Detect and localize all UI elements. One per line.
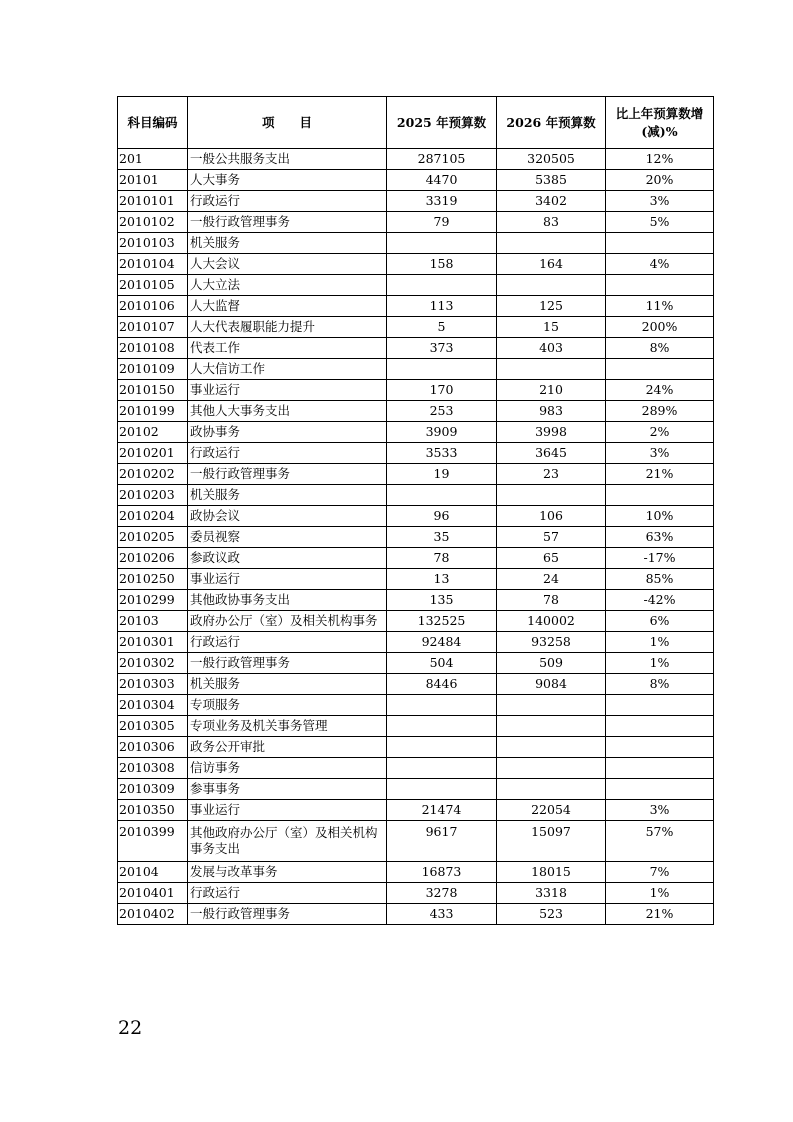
item-name-cell: 人大监督 [188,296,387,317]
subject-code-cell: 2010309 [118,779,188,800]
item-name-cell: 事业运行 [188,800,387,821]
table-row [118,821,714,862]
item-name-cell: 事业运行 [188,380,387,401]
budget-2026-cell: 23 [497,464,606,485]
subject-code-cell: 2010103 [118,233,188,254]
item-name-cell: 行政运行 [188,191,387,212]
budget-2025-cell: 96 [387,506,497,527]
table-row [118,380,714,401]
change-percent-cell: 6% [606,611,714,632]
table-row [118,464,714,485]
budget-2025-cell: 504 [387,653,497,674]
budget-2025-cell: 19 [387,464,497,485]
subject-code-cell: 2010350 [118,800,188,821]
change-percent-cell [606,737,714,758]
item-name-cell: 人大立法 [188,275,387,296]
item-name-cell: 政协事务 [188,422,387,443]
budget-2026-cell [497,485,606,506]
subject-code-cell: 2010105 [118,275,188,296]
subject-code-cell: 2010202 [118,464,188,485]
budget-2026-cell: 9084 [497,674,606,695]
item-name-cell: 一般行政管理事务 [188,904,387,925]
change-percent-cell: 12% [606,149,714,170]
budget-2026-cell: 983 [497,401,606,422]
table-row [118,611,714,632]
budget-2026-cell: 24 [497,569,606,590]
budget-2025-cell [387,695,497,716]
item-name-cell: 一般行政管理事务 [188,653,387,674]
item-name-cell: 委员视察 [188,527,387,548]
item-name-cell: 一般行政管理事务 [188,212,387,233]
table-row [118,527,714,548]
subject-code-cell: 20103 [118,611,188,632]
table-row [118,233,714,254]
subject-code-cell: 2010109 [118,359,188,380]
item-name-cell: 参政议政 [188,548,387,569]
budget-2026-cell: 320505 [497,149,606,170]
budget-2025-cell: 16873 [387,862,497,883]
item-name-cell: 政协会议 [188,506,387,527]
subject-code-cell: 2010308 [118,758,188,779]
table-row [118,212,714,233]
subject-code-cell: 2010306 [118,737,188,758]
budget-2026-cell: 15 [497,317,606,338]
budget-2025-cell: 158 [387,254,497,275]
change-percent-cell [606,779,714,800]
table-row [118,422,714,443]
change-percent-cell: -42% [606,590,714,611]
budget-2025-cell [387,758,497,779]
budget-2025-cell: 170 [387,380,497,401]
change-percent-cell [606,695,714,716]
subject-code-cell: 2010304 [118,695,188,716]
budget-2026-cell: 57 [497,527,606,548]
budget-2026-cell: 3645 [497,443,606,464]
budget-2026-cell [497,359,606,380]
item-name-cell: 发展与改革事务 [188,862,387,883]
change-percent-cell: 4% [606,254,714,275]
subject-code-cell: 20102 [118,422,188,443]
budget-2026-cell: 509 [497,653,606,674]
budget-2026-cell [497,737,606,758]
item-name-cell: 其他政府办公厅（室）及相关机构事务支出 [188,821,387,862]
table-row [118,275,714,296]
budget-2026-cell: 403 [497,338,606,359]
table-row [118,296,714,317]
budget-2026-cell: 140002 [497,611,606,632]
item-name-cell: 机关服务 [188,485,387,506]
budget-2025-cell: 3278 [387,883,497,904]
change-percent-cell: 57% [606,821,714,862]
budget-2025-cell: 35 [387,527,497,548]
change-percent-cell: 24% [606,380,714,401]
subject-code-cell: 2010301 [118,632,188,653]
budget-2025-cell: 113 [387,296,497,317]
item-name-cell: 人大会议 [188,254,387,275]
table-row [118,485,714,506]
subject-code-cell: 2010399 [118,821,188,862]
table-row [118,674,714,695]
header-budget-2026: 2026 年预算数 [497,97,606,149]
change-percent-cell [606,233,714,254]
change-percent-cell: 85% [606,569,714,590]
subject-code-cell: 2010401 [118,883,188,904]
budget-2025-cell [387,737,497,758]
budget-2025-cell: 135 [387,590,497,611]
budget-2025-cell: 9617 [387,821,497,862]
header-budget-2025: 2025 年预算数 [387,97,497,149]
table-row [118,569,714,590]
change-percent-cell: 289% [606,401,714,422]
table-row [118,695,714,716]
budget-2025-cell: 253 [387,401,497,422]
subject-code-cell: 2010104 [118,254,188,275]
item-name-cell: 一般公共服务支出 [188,149,387,170]
change-percent-cell [606,275,714,296]
header-subject-code: 科目编码 [118,97,188,149]
table-row [118,862,714,883]
budget-2026-cell: 22054 [497,800,606,821]
subject-code-cell: 2010201 [118,443,188,464]
subject-code-cell: 2010250 [118,569,188,590]
change-percent-cell: 3% [606,191,714,212]
subject-code-cell: 2010299 [118,590,188,611]
table-row [118,800,714,821]
item-name-cell: 政府办公厅（室）及相关机构事务 [188,611,387,632]
item-name-cell: 事业运行 [188,569,387,590]
table-row [118,883,714,904]
change-percent-cell: 8% [606,338,714,359]
table-row [118,737,714,758]
change-percent-cell: 20% [606,170,714,191]
change-percent-cell: 7% [606,862,714,883]
budget-2025-cell [387,779,497,800]
budget-2026-cell: 3998 [497,422,606,443]
change-percent-cell: 10% [606,506,714,527]
change-percent-cell [606,485,714,506]
budget-2026-cell: 83 [497,212,606,233]
budget-2025-cell [387,485,497,506]
table-row [118,317,714,338]
change-percent-cell: 3% [606,443,714,464]
change-percent-cell: 5% [606,212,714,233]
budget-2026-cell: 93258 [497,632,606,653]
item-name-cell: 专项业务及机关事务管理 [188,716,387,737]
table-row [118,632,714,653]
budget-2025-cell: 5 [387,317,497,338]
subject-code-cell: 20104 [118,862,188,883]
header-item: 项 目 [188,97,387,149]
table-row [118,653,714,674]
table-row [118,338,714,359]
budget-2026-cell: 15097 [497,821,606,862]
table-row [118,548,714,569]
budget-2026-cell: 18015 [497,862,606,883]
budget-2026-cell: 65 [497,548,606,569]
table-row [118,716,714,737]
table-row [118,443,714,464]
budget-2025-cell: 433 [387,904,497,925]
budget-2025-cell [387,233,497,254]
subject-code-cell: 2010102 [118,212,188,233]
item-name-cell: 其他政协事务支出 [188,590,387,611]
budget-2025-cell: 4470 [387,170,497,191]
subject-code-cell: 2010205 [118,527,188,548]
item-name-cell: 行政运行 [188,632,387,653]
item-name-cell: 代表工作 [188,338,387,359]
change-percent-cell: 200% [606,317,714,338]
budget-2026-cell: 3318 [497,883,606,904]
budget-2026-cell [497,716,606,737]
subject-code-cell: 2010305 [118,716,188,737]
budget-2026-cell: 5385 [497,170,606,191]
item-name-cell: 参事事务 [188,779,387,800]
item-name-cell: 行政运行 [188,883,387,904]
item-name-cell: 专项服务 [188,695,387,716]
budget-2025-cell: 287105 [387,149,497,170]
change-percent-cell: 21% [606,904,714,925]
budget-2025-cell: 21474 [387,800,497,821]
subject-code-cell: 2010203 [118,485,188,506]
budget-2025-cell: 3909 [387,422,497,443]
change-percent-cell: 2% [606,422,714,443]
item-name-cell: 信访事务 [188,758,387,779]
change-percent-cell [606,716,714,737]
budget-2026-cell: 3402 [497,191,606,212]
budget-2025-cell [387,716,497,737]
table-row [118,506,714,527]
change-percent-cell: 1% [606,883,714,904]
change-percent-cell: 63% [606,527,714,548]
subject-code-cell: 2010206 [118,548,188,569]
table-row [118,254,714,275]
subject-code-cell: 2010303 [118,674,188,695]
subject-code-cell: 2010107 [118,317,188,338]
budget-2025-cell: 8446 [387,674,497,695]
table-row [118,170,714,191]
change-percent-cell: 3% [606,800,714,821]
budget-2026-cell [497,695,606,716]
subject-code-cell: 2010302 [118,653,188,674]
budget-2025-cell: 79 [387,212,497,233]
budget-2025-cell: 3319 [387,191,497,212]
item-name-cell: 机关服务 [188,674,387,695]
change-percent-cell: 1% [606,632,714,653]
page-number: 22 [118,1017,143,1039]
table-row [118,758,714,779]
table-row [118,779,714,800]
table-body [118,149,714,925]
subject-code-cell: 2010204 [118,506,188,527]
budget-2026-cell: 78 [497,590,606,611]
budget-2026-cell [497,779,606,800]
budget-2025-cell: 373 [387,338,497,359]
subject-code-cell: 201 [118,149,188,170]
table-header-row [118,97,714,149]
table-row [118,590,714,611]
item-name-cell: 人大代表履职能力提升 [188,317,387,338]
change-percent-cell [606,758,714,779]
subject-code-cell: 20101 [118,170,188,191]
change-percent-cell [606,359,714,380]
budget-2025-cell: 3533 [387,443,497,464]
item-name-cell: 政务公开审批 [188,737,387,758]
change-percent-cell: 1% [606,653,714,674]
budget-2026-cell: 164 [497,254,606,275]
subject-code-cell: 2010108 [118,338,188,359]
budget-2026-cell: 125 [497,296,606,317]
subject-code-cell: 2010199 [118,401,188,422]
table-row [118,401,714,422]
table-row [118,904,714,925]
item-name-cell: 人大信访工作 [188,359,387,380]
subject-code-cell: 2010402 [118,904,188,925]
budget-2026-cell [497,758,606,779]
budget-2026-cell: 210 [497,380,606,401]
change-percent-cell: -17% [606,548,714,569]
header-change-percent: 比上年预算数增(减)% [606,97,714,149]
item-name-cell: 行政运行 [188,443,387,464]
table-row [118,359,714,380]
change-percent-cell: 11% [606,296,714,317]
subject-code-cell: 2010101 [118,191,188,212]
budget-2026-cell [497,275,606,296]
budget-2025-cell: 78 [387,548,497,569]
item-name-cell: 机关服务 [188,233,387,254]
table-row [118,191,714,212]
item-name-cell: 其他人大事务支出 [188,401,387,422]
item-name-cell: 一般行政管理事务 [188,464,387,485]
item-name-cell: 人大事务 [188,170,387,191]
change-percent-cell: 8% [606,674,714,695]
table-row [118,149,714,170]
budget-table [117,96,714,925]
subject-code-cell: 2010106 [118,296,188,317]
budget-2025-cell: 132525 [387,611,497,632]
budget-2025-cell: 13 [387,569,497,590]
budget-2026-cell [497,233,606,254]
budget-2026-cell: 106 [497,506,606,527]
subject-code-cell: 2010150 [118,380,188,401]
budget-2026-cell: 523 [497,904,606,925]
budget-2025-cell [387,359,497,380]
budget-2025-cell [387,275,497,296]
budget-2025-cell: 92484 [387,632,497,653]
change-percent-cell: 21% [606,464,714,485]
